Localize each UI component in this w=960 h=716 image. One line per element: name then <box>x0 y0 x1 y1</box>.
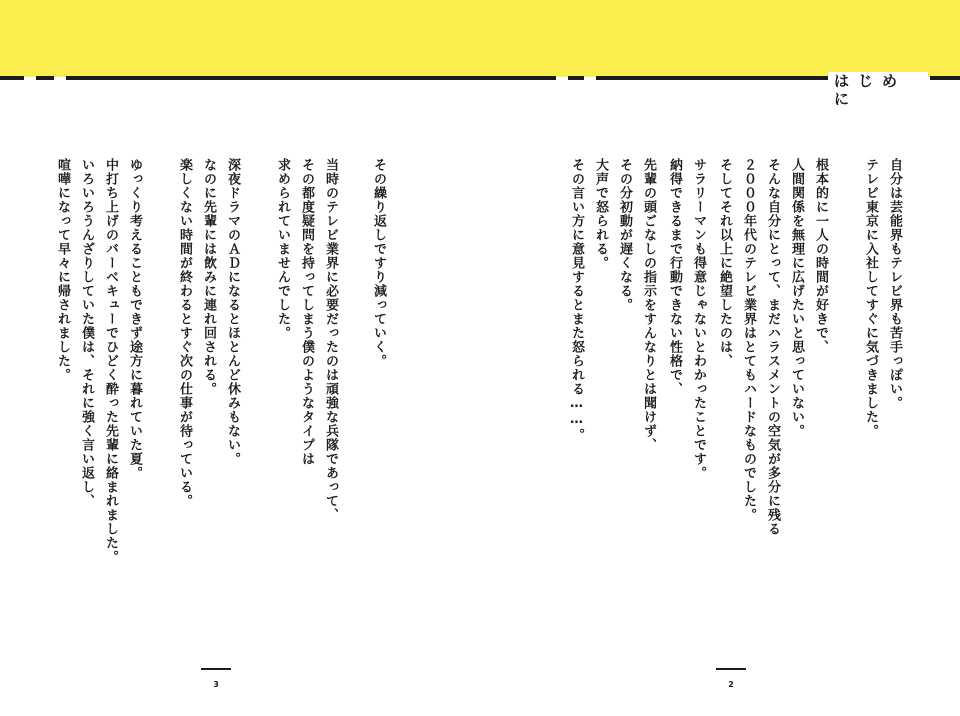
header-rule-segment <box>36 76 54 80</box>
text-line: なのに先輩には飲みに連れ回される。 <box>201 158 216 396</box>
text-line: 中打ち上げのバーベキューでひどく酔った先輩に絡まれました。 <box>103 158 118 564</box>
header-rule-segment <box>0 76 24 80</box>
text-line: いろいろうんざりしていた僕は、それに強く言い返し、 <box>79 158 94 508</box>
text-line: 納得できるまで行動できない性格で、 <box>667 158 682 396</box>
text-line: その繰り返しですり減っていく。 <box>371 158 386 368</box>
text-line: そしてそれ以上に絶望したのは、 <box>717 158 732 368</box>
text-line: その都度疑問を持ってしまう僕のようなタイプは <box>299 158 314 466</box>
text-line: そんな自分にとって、まだハラスメントの空気が多分に残る <box>765 158 780 536</box>
text-line: 先輩の頭ごなしの指示をすんなりとは聞けず、 <box>641 158 656 452</box>
text-line: 喧嘩になって早々に帰されました。 <box>55 158 70 382</box>
text-line: 大声で怒られる。 <box>593 158 608 270</box>
text-line: 人間関係を無理に広げたいと思っていない。 <box>789 158 804 438</box>
text-line: 求められていませんでした。 <box>275 158 290 340</box>
text-line: その言い方に意見するとまた怒られる……。 <box>569 158 584 442</box>
header-band <box>0 0 960 77</box>
page-number: 3 <box>213 680 219 689</box>
text-line: ゆっくり考えることもできず途方に暮れていた夏。 <box>127 158 142 480</box>
text-line: サラリーマンも得意じゃないとわかったことです。 <box>691 158 706 480</box>
header-rule-segment <box>596 76 836 80</box>
header-rule-segment <box>66 76 556 80</box>
header-rule-segment <box>930 76 960 80</box>
text-line: 深夜ドラマのＡＤになるとほとんど休みもない。 <box>225 158 240 466</box>
page-number-rule <box>716 668 746 670</box>
page-number-rule <box>201 668 231 670</box>
text-line: テレビ東京に入社してすぐに気づきました。 <box>863 158 878 438</box>
section-title: はじめに <box>828 72 928 90</box>
text-line: 楽しくない時間が終わるとすぐ次の仕事が待っている。 <box>177 158 192 508</box>
text-line: 当時のテレビ業界に必要だったのは頑強な兵隊であって、 <box>323 158 338 522</box>
header-rule-segment <box>568 76 584 80</box>
page-number: 2 <box>728 680 734 689</box>
text-line: その分初動が遅くなる。 <box>617 158 632 312</box>
text-line: 根本的に一人の時間が好きで、 <box>813 158 828 354</box>
text-line: 自分は芸能界もテレビ界も苦手っぽい。 <box>887 158 902 410</box>
text-line: ２０００年代のテレビ業界はとてもハードなものでした。 <box>741 158 756 522</box>
